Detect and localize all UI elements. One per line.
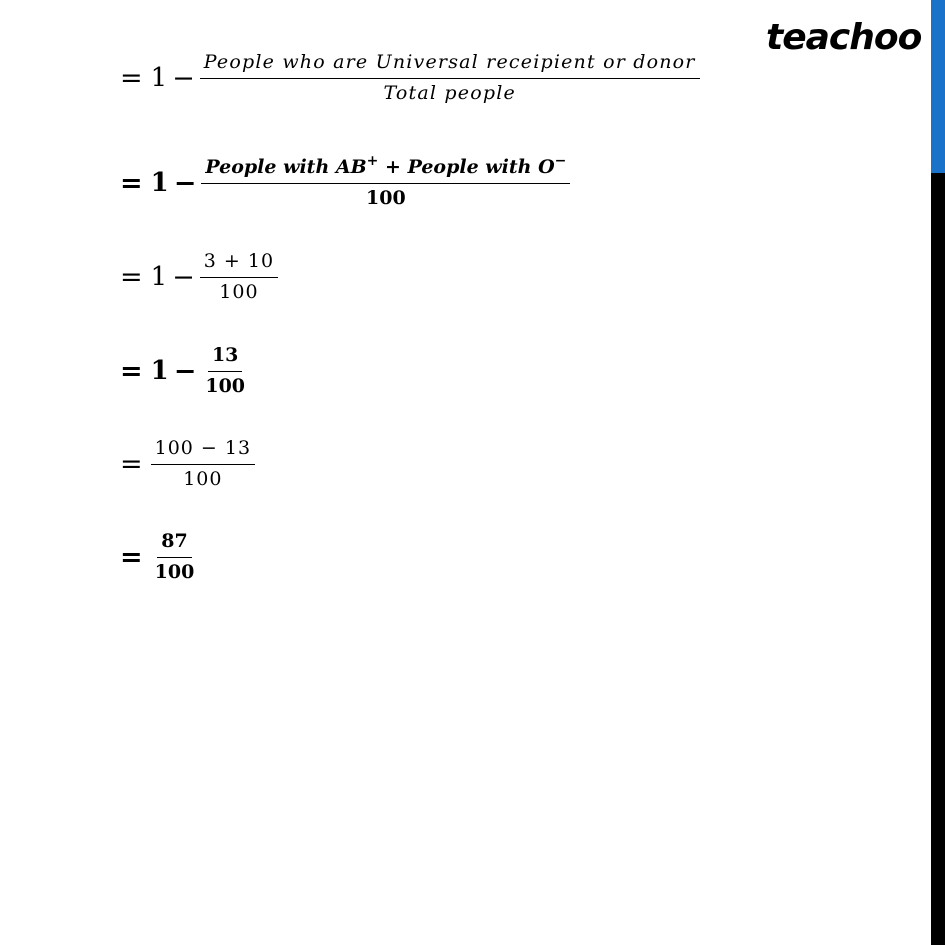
- lead-term: 1: [150, 356, 169, 386]
- fraction-denominator: 100: [183, 467, 223, 490]
- right-edge-accent: [931, 0, 945, 173]
- minus-sign: −: [173, 355, 197, 387]
- fraction: [201, 344, 249, 399]
- fraction-numerator: 87: [157, 530, 191, 558]
- numerator-part-ab: People with AB: [205, 155, 367, 178]
- fraction-numerator: People who are Universal receipient or donor: [200, 51, 700, 79]
- positive-superscript: +: [366, 152, 379, 169]
- step-3: [120, 242, 278, 312]
- fraction: [201, 152, 570, 211]
- fraction-denominator: 100: [366, 186, 406, 209]
- fraction-numerator: 13: [208, 344, 242, 372]
- fraction: [200, 250, 278, 305]
- equals-sign: =: [120, 167, 143, 199]
- equals-sign: =: [120, 355, 143, 387]
- fraction-numerator: 100 − 13: [151, 437, 255, 465]
- fraction-numerator: [201, 152, 570, 184]
- equals-sign: =: [120, 448, 143, 480]
- numerator-part-o: People with O: [407, 155, 555, 178]
- minus-sign: −: [173, 167, 197, 199]
- teachoo-logo: teachoo: [766, 17, 922, 58]
- fraction-denominator: 100: [154, 560, 195, 583]
- fraction: [151, 530, 199, 585]
- lead-term: 1: [150, 63, 168, 93]
- step-4: [120, 336, 249, 406]
- lead-term: 1: [150, 168, 169, 198]
- fraction-denominator: 100: [219, 280, 259, 303]
- lead-term: 1: [150, 262, 168, 292]
- fraction-numerator: 3 + 10: [200, 250, 278, 278]
- plus-sign: +: [378, 155, 408, 178]
- step-2: [120, 148, 570, 218]
- equals-sign: =: [120, 261, 143, 293]
- equals-sign: =: [120, 62, 143, 94]
- fraction-denominator: Total people: [383, 81, 516, 104]
- minus-sign: −: [172, 261, 195, 293]
- fraction-denominator: 100: [205, 374, 246, 397]
- step-5: [120, 429, 255, 499]
- fraction: [200, 51, 700, 106]
- step-6: [120, 522, 198, 592]
- minus-sign: −: [172, 62, 195, 94]
- equals-sign: =: [120, 541, 143, 573]
- negative-superscript: −: [554, 152, 567, 169]
- fraction: [151, 437, 255, 492]
- step-1: [120, 43, 700, 113]
